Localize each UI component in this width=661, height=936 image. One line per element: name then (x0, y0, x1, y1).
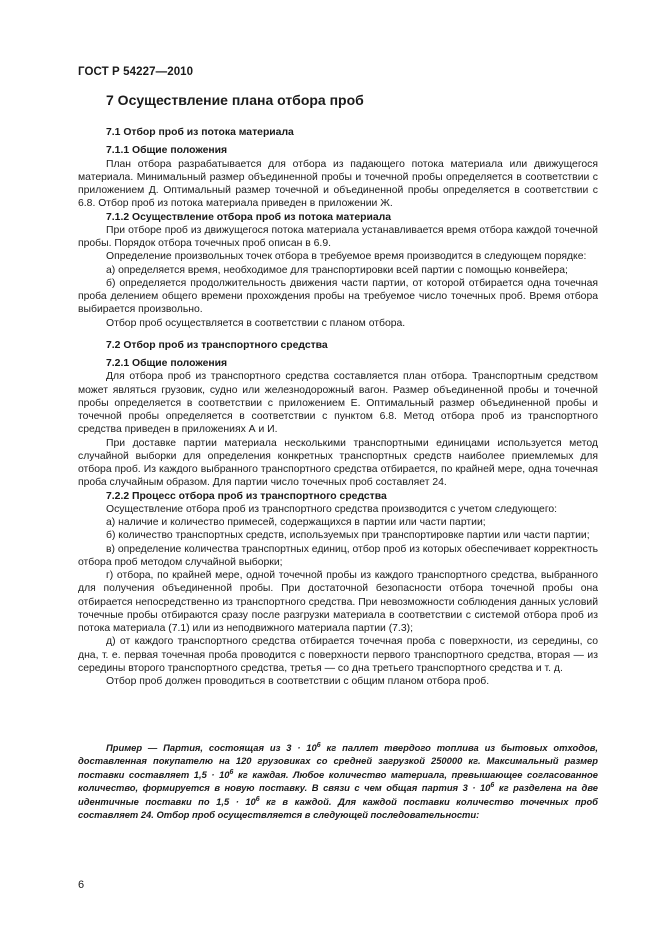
subsection-7-2-title: 7.2 Отбор проб из транспортного средства (106, 339, 328, 351)
paragraph: План отбора разрабатывается для отбора из падающего потока материала или движущегося материала. Минимальный размер объединенной пробы и точечной пробы определяется в соответствии с приложением Д. Оптимальный размер точечной и объединенной пробы определяется в соответствии с 6.8. Отбор проб из потока материала приведен в приложении Ж. (78, 158, 598, 210)
subsection-7-2-2-title: 7.2.2 Процесс отбора проб из транспортного средства (106, 490, 387, 502)
example-block (78, 741, 598, 821)
list-item: в) определение количества транспортных единиц, отбор проб из которых обеспечивает корректность отбора проб методом случайной выборки; (78, 543, 598, 568)
list-item: д) от каждого транспортного средства отбирается точечная проба с поверхности, из середины, со дна, т. е. первая точечная проба проводится с поверхности первого транспортного средства, вторая — из середины второго транспортного средства, третья — со дна третьего транспортного средства и т. д. (78, 636, 598, 674)
list-item: г) отбора, по крайней мере, одной точечной пробы из каждого транспортного средства, выбранного для получения объединенной пробы. При достаточной безопасности отбора точечной пробы она отбирается непосредственно из транспортного средства. При невозможности соблюдения данных условий точечные пробы отбираются сразу после разгрузки материала в соответствии с системой отбора проб из потока материала (7.1) или из неподвижного материала партии (7.3); (78, 570, 598, 634)
list-item: б) определяется продолжительность движения части партии, от которой отбирается одна точечная проба делением общего времени прохождения пробы на требуемое число точечных проб. Время отбора выбирается произвольно. (78, 277, 598, 316)
paragraph: Отбор проб должен проводиться в соответствии с общим планом отбора проб. (106, 676, 490, 687)
subsection-7-1-title: 7.1 Отбор проб из потока материала (106, 127, 294, 138)
list-item: а) наличие и количество примесей, содержащихся в партии или части партии; (106, 517, 486, 528)
paragraph: Осуществление отбора проб из транспортного средства производится с учетом следующего: (106, 503, 558, 515)
section-title: 7 Осуществление плана отбора проб (106, 92, 364, 108)
example-text: Пример — Партия, состоящая из $3 \cdot 10^6$ кг паллет твердого топлива из бытовых отходов, доставленная покупателю на 120 грузовиках со средней загрузкой 250000 кг. Максимальный размер поставки составляет $1,5 \cdot 10^6$ кг каждая. Любое количество материала, превышающее согласованное количество, формируется в новую поставку. В связи с чем общая партия $3 \cdot 10^6$ кг разделена на две идентичные поставки по $1,5 \cdot 10^6$ кг в каждой. Для каждой поставки количество точечных проб составляет 24. Отбор проб осуществляется в следующей последовательности: (78, 741, 598, 821)
document-body (78, 126, 598, 688)
paragraph: Отбор проб осуществляется в соответствии с планом отбора. (106, 317, 406, 329)
document-header: ГОСТ Р 54227—2010 (78, 66, 194, 78)
list-item: а) определяется время, необходимое для транспортировки всей партии с помощью конвейера; (106, 264, 568, 276)
paragraph: Определение произвольных точек отбора в требуемое время производится в следующем порядке: (106, 251, 587, 263)
subsection-7-1-1-title: 7.1.1 Общие положения (106, 145, 228, 157)
paragraph: Для отбора проб из транспортного средства составляется план отбора. Транспортным средством может являться грузовик, судно или железнодорожный вагон. Размер объединенной пробы и точечной пробы определяется в соответствии с приложением Е. Оптимальный размер объединенной пробы и точечной пробы определяется в соответствии с пунктом 6.8. Метод отбора проб из транспортного средства приведен в приложениях А и И. (78, 371, 598, 436)
subsection-7-1-2-title: 7.1.2 Осуществление отбора проб из потока материала (106, 211, 392, 223)
paragraph: При отборе проб из движущегося потока материала устанавливается время отбора каждой точечной пробы. Порядок отбора точечных проб описан в 6.9. (78, 224, 598, 249)
page-number: 6 (78, 879, 85, 891)
subsection-7-2-1-title: 7.2.1 Общие положения (106, 358, 228, 369)
list-item: б) количество транспортных средств, используемых при транспортировке партии или части партии; (106, 530, 590, 542)
paragraph: При доставке партии материала несколькими транспортными единицами используется метод случайной выборки для определения конкретных транспортных средств наиболее приемлемых для отбора проб. Из каждого выбранного транспортного средства отбирается, по крайней мере, одна точечная проба случайным образом. Для партии число точечных проб составляет 24. (78, 437, 598, 489)
